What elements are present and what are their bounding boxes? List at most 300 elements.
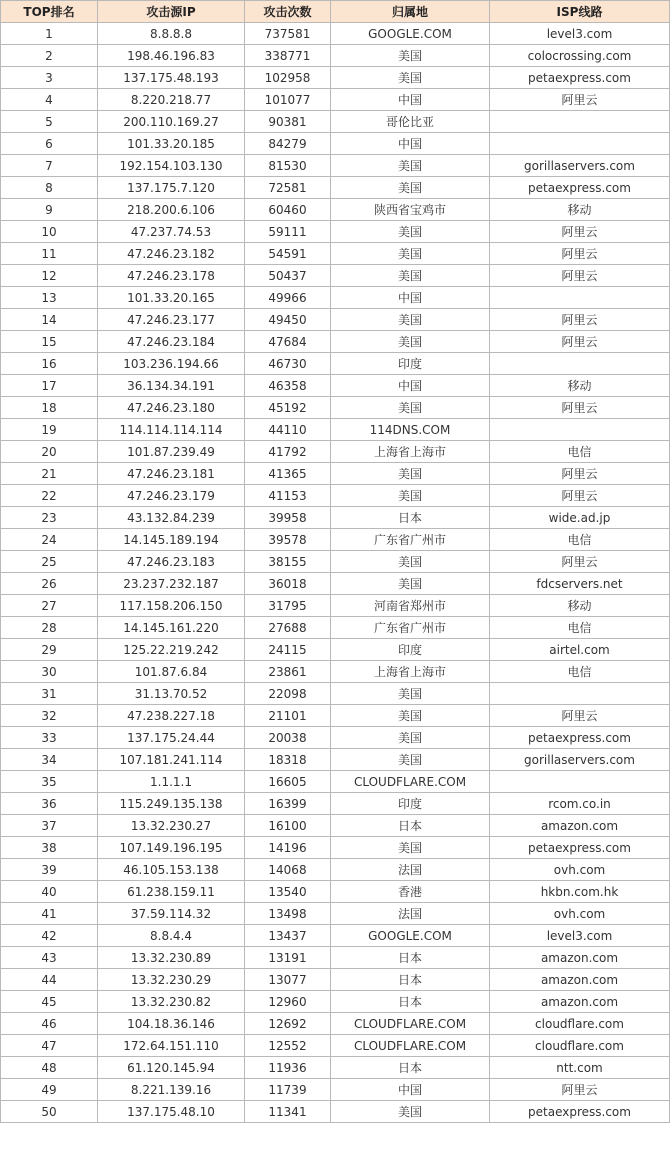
cell-isp: fdcservers.net (490, 573, 670, 595)
cell-count: 18318 (245, 749, 331, 771)
cell-count: 41365 (245, 463, 331, 485)
cell-count: 13437 (245, 925, 331, 947)
table-row (1, 991, 670, 1013)
cell-isp: 电信 (490, 529, 670, 551)
table-row (1, 859, 670, 881)
cell-ip: 137.175.7.120 (98, 177, 245, 199)
cell-isp: 阿里云 (490, 1079, 670, 1101)
cell-count: 16605 (245, 771, 331, 793)
cell-location: CLOUDFLARE.COM (331, 1013, 490, 1035)
table-row (1, 727, 670, 749)
cell-ip: 192.154.103.130 (98, 155, 245, 177)
cell-ip: 200.110.169.27 (98, 111, 245, 133)
cell-location: 印度 (331, 793, 490, 815)
cell-count: 14068 (245, 859, 331, 881)
cell-location: 中国 (331, 287, 490, 309)
cell-count: 84279 (245, 133, 331, 155)
table-body (1, 23, 670, 1123)
cell-ip: 47.246.23.177 (98, 309, 245, 331)
cell-isp: level3.com (490, 23, 670, 45)
cell-ip: 47.246.23.182 (98, 243, 245, 265)
cell-ip: 172.64.151.110 (98, 1035, 245, 1057)
cell-ip: 13.32.230.82 (98, 991, 245, 1013)
cell-ip: 37.59.114.32 (98, 903, 245, 925)
cell-ip: 107.181.241.114 (98, 749, 245, 771)
cell-rank: 48 (1, 1057, 98, 1079)
cell-ip: 137.175.48.193 (98, 67, 245, 89)
cell-isp: 电信 (490, 617, 670, 639)
cell-rank: 35 (1, 771, 98, 793)
cell-isp: 阿里云 (490, 221, 670, 243)
cell-location: 日本 (331, 507, 490, 529)
cell-count: 12692 (245, 1013, 331, 1035)
cell-rank: 34 (1, 749, 98, 771)
cell-ip: 8.221.139.16 (98, 1079, 245, 1101)
cell-ip: 47.246.23.181 (98, 463, 245, 485)
cell-location: 美国 (331, 221, 490, 243)
cell-isp: petaexpress.com (490, 837, 670, 859)
cell-count: 36018 (245, 573, 331, 595)
table-row (1, 133, 670, 155)
cell-location: 美国 (331, 331, 490, 353)
cell-ip: 47.246.23.184 (98, 331, 245, 353)
cell-isp: 阿里云 (490, 551, 670, 573)
cell-location: GOOGLE.COM (331, 925, 490, 947)
cell-ip: 14.145.161.220 (98, 617, 245, 639)
table-row (1, 111, 670, 133)
cell-rank: 15 (1, 331, 98, 353)
cell-isp (490, 111, 670, 133)
cell-isp: 阿里云 (490, 265, 670, 287)
cell-rank: 10 (1, 221, 98, 243)
cell-ip: 1.1.1.1 (98, 771, 245, 793)
cell-count: 101077 (245, 89, 331, 111)
table-row (1, 683, 670, 705)
cell-isp: amazon.com (490, 991, 670, 1013)
cell-ip: 137.175.48.10 (98, 1101, 245, 1123)
cell-ip: 104.18.36.146 (98, 1013, 245, 1035)
cell-isp: ntt.com (490, 1057, 670, 1079)
table-row (1, 705, 670, 727)
table-row (1, 309, 670, 331)
cell-count: 13540 (245, 881, 331, 903)
cell-location: 美国 (331, 155, 490, 177)
cell-ip: 47.246.23.179 (98, 485, 245, 507)
cell-location: 印度 (331, 639, 490, 661)
cell-rank: 24 (1, 529, 98, 551)
cell-ip: 47.237.74.53 (98, 221, 245, 243)
table-row (1, 463, 670, 485)
cell-rank: 3 (1, 67, 98, 89)
cell-isp: ovh.com (490, 903, 670, 925)
table-row (1, 661, 670, 683)
table-row (1, 551, 670, 573)
table-row (1, 1101, 670, 1123)
cell-isp: cloudflare.com (490, 1035, 670, 1057)
cell-rank: 17 (1, 375, 98, 397)
cell-count: 16399 (245, 793, 331, 815)
cell-location: 上海省上海市 (331, 661, 490, 683)
table-row (1, 837, 670, 859)
cell-count: 46730 (245, 353, 331, 375)
cell-location: 印度 (331, 353, 490, 375)
table-row (1, 1057, 670, 1079)
cell-ip: 198.46.196.83 (98, 45, 245, 67)
cell-count: 23861 (245, 661, 331, 683)
table-row (1, 397, 670, 419)
cell-isp: petaexpress.com (490, 67, 670, 89)
cell-location: 美国 (331, 309, 490, 331)
cell-count: 12552 (245, 1035, 331, 1057)
cell-isp: hkbn.com.hk (490, 881, 670, 903)
table-row (1, 1013, 670, 1035)
cell-count: 11936 (245, 1057, 331, 1079)
cell-count: 12960 (245, 991, 331, 1013)
cell-rank: 22 (1, 485, 98, 507)
cell-isp: 阿里云 (490, 331, 670, 353)
cell-rank: 8 (1, 177, 98, 199)
cell-ip: 13.32.230.29 (98, 969, 245, 991)
cell-count: 45192 (245, 397, 331, 419)
table-row (1, 771, 670, 793)
cell-location: CLOUDFLARE.COM (331, 771, 490, 793)
cell-isp (490, 419, 670, 441)
cell-rank: 19 (1, 419, 98, 441)
cell-rank: 43 (1, 947, 98, 969)
cell-location: GOOGLE.COM (331, 23, 490, 45)
cell-ip: 47.246.23.183 (98, 551, 245, 573)
cell-ip: 8.8.4.4 (98, 925, 245, 947)
cell-rank: 37 (1, 815, 98, 837)
cell-ip: 61.120.145.94 (98, 1057, 245, 1079)
cell-ip: 101.33.20.185 (98, 133, 245, 155)
cell-location: 日本 (331, 969, 490, 991)
cell-location: 美国 (331, 837, 490, 859)
cell-count: 20038 (245, 727, 331, 749)
table-row (1, 639, 670, 661)
cell-isp: 移动 (490, 595, 670, 617)
cell-isp: 移动 (490, 199, 670, 221)
table-row (1, 1035, 670, 1057)
cell-isp: airtel.com (490, 639, 670, 661)
cell-location: 美国 (331, 243, 490, 265)
cell-rank: 23 (1, 507, 98, 529)
table-row (1, 243, 670, 265)
cell-ip: 47.246.23.180 (98, 397, 245, 419)
cell-count: 22098 (245, 683, 331, 705)
cell-ip: 13.32.230.89 (98, 947, 245, 969)
cell-location: 美国 (331, 177, 490, 199)
cell-isp: 阿里云 (490, 485, 670, 507)
cell-ip: 43.132.84.239 (98, 507, 245, 529)
cell-rank: 40 (1, 881, 98, 903)
cell-rank: 26 (1, 573, 98, 595)
header-location: 归属地 (331, 1, 490, 23)
cell-rank: 11 (1, 243, 98, 265)
table-row (1, 903, 670, 925)
cell-ip: 117.158.206.150 (98, 595, 245, 617)
cell-location: 美国 (331, 573, 490, 595)
cell-location: 日本 (331, 1057, 490, 1079)
cell-isp: amazon.com (490, 947, 670, 969)
cell-isp: amazon.com (490, 969, 670, 991)
cell-rank: 25 (1, 551, 98, 573)
cell-rank: 32 (1, 705, 98, 727)
cell-rank: 5 (1, 111, 98, 133)
cell-location: 中国 (331, 375, 490, 397)
table-row (1, 507, 670, 529)
cell-isp: petaexpress.com (490, 177, 670, 199)
cell-ip: 103.236.194.66 (98, 353, 245, 375)
cell-isp (490, 683, 670, 705)
cell-count: 47684 (245, 331, 331, 353)
cell-isp: gorillaservers.com (490, 749, 670, 771)
cell-count: 737581 (245, 23, 331, 45)
cell-isp: gorillaservers.com (490, 155, 670, 177)
cell-isp: 阿里云 (490, 243, 670, 265)
cell-count: 54591 (245, 243, 331, 265)
cell-isp: petaexpress.com (490, 727, 670, 749)
table-row (1, 89, 670, 111)
cell-count: 31795 (245, 595, 331, 617)
cell-rank: 13 (1, 287, 98, 309)
table-row (1, 287, 670, 309)
cell-ip: 36.134.34.191 (98, 375, 245, 397)
cell-location: 日本 (331, 947, 490, 969)
table-row (1, 45, 670, 67)
cell-rank: 50 (1, 1101, 98, 1123)
header-count: 攻击次数 (245, 1, 331, 23)
cell-isp: 阿里云 (490, 397, 670, 419)
table-row (1, 419, 670, 441)
cell-isp: 电信 (490, 661, 670, 683)
table-row (1, 485, 670, 507)
cell-count: 49966 (245, 287, 331, 309)
cell-location: 广东省广州市 (331, 529, 490, 551)
cell-rank: 46 (1, 1013, 98, 1035)
cell-count: 24115 (245, 639, 331, 661)
cell-count: 41153 (245, 485, 331, 507)
cell-location: 美国 (331, 727, 490, 749)
cell-isp: 移动 (490, 375, 670, 397)
cell-location: CLOUDFLARE.COM (331, 1035, 490, 1057)
cell-count: 11341 (245, 1101, 331, 1123)
cell-rank: 9 (1, 199, 98, 221)
cell-ip: 107.149.196.195 (98, 837, 245, 859)
cell-ip: 101.87.239.49 (98, 441, 245, 463)
cell-count: 46358 (245, 375, 331, 397)
cell-isp: 阿里云 (490, 463, 670, 485)
cell-ip: 8.8.8.8 (98, 23, 245, 45)
cell-count: 41792 (245, 441, 331, 463)
cell-count: 39578 (245, 529, 331, 551)
cell-count: 11739 (245, 1079, 331, 1101)
header-rank: TOP排名 (1, 1, 98, 23)
cell-rank: 21 (1, 463, 98, 485)
cell-isp: wide.ad.jp (490, 507, 670, 529)
cell-location: 美国 (331, 551, 490, 573)
cell-isp: ovh.com (490, 859, 670, 881)
cell-rank: 44 (1, 969, 98, 991)
table-row (1, 177, 670, 199)
table-row (1, 155, 670, 177)
cell-ip: 218.200.6.106 (98, 199, 245, 221)
cell-count: 38155 (245, 551, 331, 573)
cell-isp: petaexpress.com (490, 1101, 670, 1123)
table-row (1, 221, 670, 243)
cell-isp (490, 287, 670, 309)
cell-location: 美国 (331, 683, 490, 705)
cell-rank: 39 (1, 859, 98, 881)
cell-isp: colocrossing.com (490, 45, 670, 67)
cell-rank: 45 (1, 991, 98, 1013)
table-row (1, 595, 670, 617)
cell-location: 河南省郑州市 (331, 595, 490, 617)
table-row (1, 331, 670, 353)
cell-ip: 114.114.114.114 (98, 419, 245, 441)
cell-count: 90381 (245, 111, 331, 133)
cell-rank: 28 (1, 617, 98, 639)
cell-rank: 1 (1, 23, 98, 45)
cell-location: 陕西省宝鸡市 (331, 199, 490, 221)
cell-rank: 6 (1, 133, 98, 155)
cell-isp: 阿里云 (490, 309, 670, 331)
cell-isp: rcom.co.in (490, 793, 670, 815)
cell-ip: 13.32.230.27 (98, 815, 245, 837)
cell-location: 哥伦比亚 (331, 111, 490, 133)
cell-ip: 8.220.218.77 (98, 89, 245, 111)
table-row (1, 793, 670, 815)
cell-count: 27688 (245, 617, 331, 639)
header-isp: ISP线路 (490, 1, 670, 23)
table-row (1, 529, 670, 551)
cell-ip: 125.22.219.242 (98, 639, 245, 661)
cell-location: 中国 (331, 89, 490, 111)
cell-ip: 31.13.70.52 (98, 683, 245, 705)
table-row (1, 353, 670, 375)
table-row (1, 815, 670, 837)
cell-rank: 7 (1, 155, 98, 177)
cell-isp: 电信 (490, 441, 670, 463)
table-row (1, 881, 670, 903)
table-row (1, 925, 670, 947)
cell-rank: 33 (1, 727, 98, 749)
cell-location: 中国 (331, 1079, 490, 1101)
cell-isp: 阿里云 (490, 705, 670, 727)
cell-count: 14196 (245, 837, 331, 859)
cell-ip: 101.87.6.84 (98, 661, 245, 683)
table-row (1, 617, 670, 639)
cell-location: 美国 (331, 397, 490, 419)
cell-isp: 阿里云 (490, 89, 670, 111)
cell-location: 美国 (331, 45, 490, 67)
cell-location: 日本 (331, 815, 490, 837)
cell-location: 114DNS.COM (331, 419, 490, 441)
cell-ip: 14.145.189.194 (98, 529, 245, 551)
cell-ip: 137.175.24.44 (98, 727, 245, 749)
cell-count: 13498 (245, 903, 331, 925)
table-row (1, 23, 670, 45)
table-row (1, 199, 670, 221)
cell-rank: 20 (1, 441, 98, 463)
cell-location: 上海省上海市 (331, 441, 490, 463)
cell-rank: 42 (1, 925, 98, 947)
cell-count: 60460 (245, 199, 331, 221)
cell-count: 59111 (245, 221, 331, 243)
cell-location: 法国 (331, 903, 490, 925)
cell-count: 21101 (245, 705, 331, 727)
cell-count: 338771 (245, 45, 331, 67)
table-row (1, 573, 670, 595)
table-row (1, 375, 670, 397)
cell-rank: 12 (1, 265, 98, 287)
cell-count: 39958 (245, 507, 331, 529)
cell-rank: 2 (1, 45, 98, 67)
cell-isp: level3.com (490, 925, 670, 947)
cell-location: 中国 (331, 133, 490, 155)
cell-rank: 47 (1, 1035, 98, 1057)
cell-count: 50437 (245, 265, 331, 287)
cell-ip: 23.237.232.187 (98, 573, 245, 595)
cell-ip: 101.33.20.165 (98, 287, 245, 309)
cell-ip: 47.246.23.178 (98, 265, 245, 287)
cell-count: 81530 (245, 155, 331, 177)
cell-rank: 18 (1, 397, 98, 419)
cell-location: 法国 (331, 859, 490, 881)
table-row (1, 441, 670, 463)
cell-location: 美国 (331, 485, 490, 507)
table-row (1, 947, 670, 969)
cell-rank: 36 (1, 793, 98, 815)
cell-rank: 27 (1, 595, 98, 617)
cell-isp (490, 771, 670, 793)
cell-rank: 31 (1, 683, 98, 705)
cell-location: 美国 (331, 749, 490, 771)
cell-count: 13191 (245, 947, 331, 969)
cell-rank: 4 (1, 89, 98, 111)
cell-location: 日本 (331, 991, 490, 1013)
cell-location: 广东省广州市 (331, 617, 490, 639)
cell-count: 49450 (245, 309, 331, 331)
table-row (1, 749, 670, 771)
cell-ip: 61.238.159.11 (98, 881, 245, 903)
cell-location: 美国 (331, 705, 490, 727)
cell-ip: 46.105.153.138 (98, 859, 245, 881)
table-row (1, 265, 670, 287)
cell-count: 72581 (245, 177, 331, 199)
table-row (1, 67, 670, 89)
cell-rank: 41 (1, 903, 98, 925)
cell-location: 美国 (331, 463, 490, 485)
cell-rank: 49 (1, 1079, 98, 1101)
cell-count: 13077 (245, 969, 331, 991)
cell-isp: amazon.com (490, 815, 670, 837)
table-header-row (1, 1, 670, 23)
cell-count: 102958 (245, 67, 331, 89)
cell-rank: 16 (1, 353, 98, 375)
cell-count: 44110 (245, 419, 331, 441)
cell-location: 香港 (331, 881, 490, 903)
cell-isp (490, 133, 670, 155)
cell-rank: 30 (1, 661, 98, 683)
cell-count: 16100 (245, 815, 331, 837)
cell-location: 美国 (331, 67, 490, 89)
cell-ip: 47.238.227.18 (98, 705, 245, 727)
cell-isp: cloudflare.com (490, 1013, 670, 1035)
header-ip: 攻击源IP (98, 1, 245, 23)
cell-location: 美国 (331, 265, 490, 287)
table-row (1, 1079, 670, 1101)
